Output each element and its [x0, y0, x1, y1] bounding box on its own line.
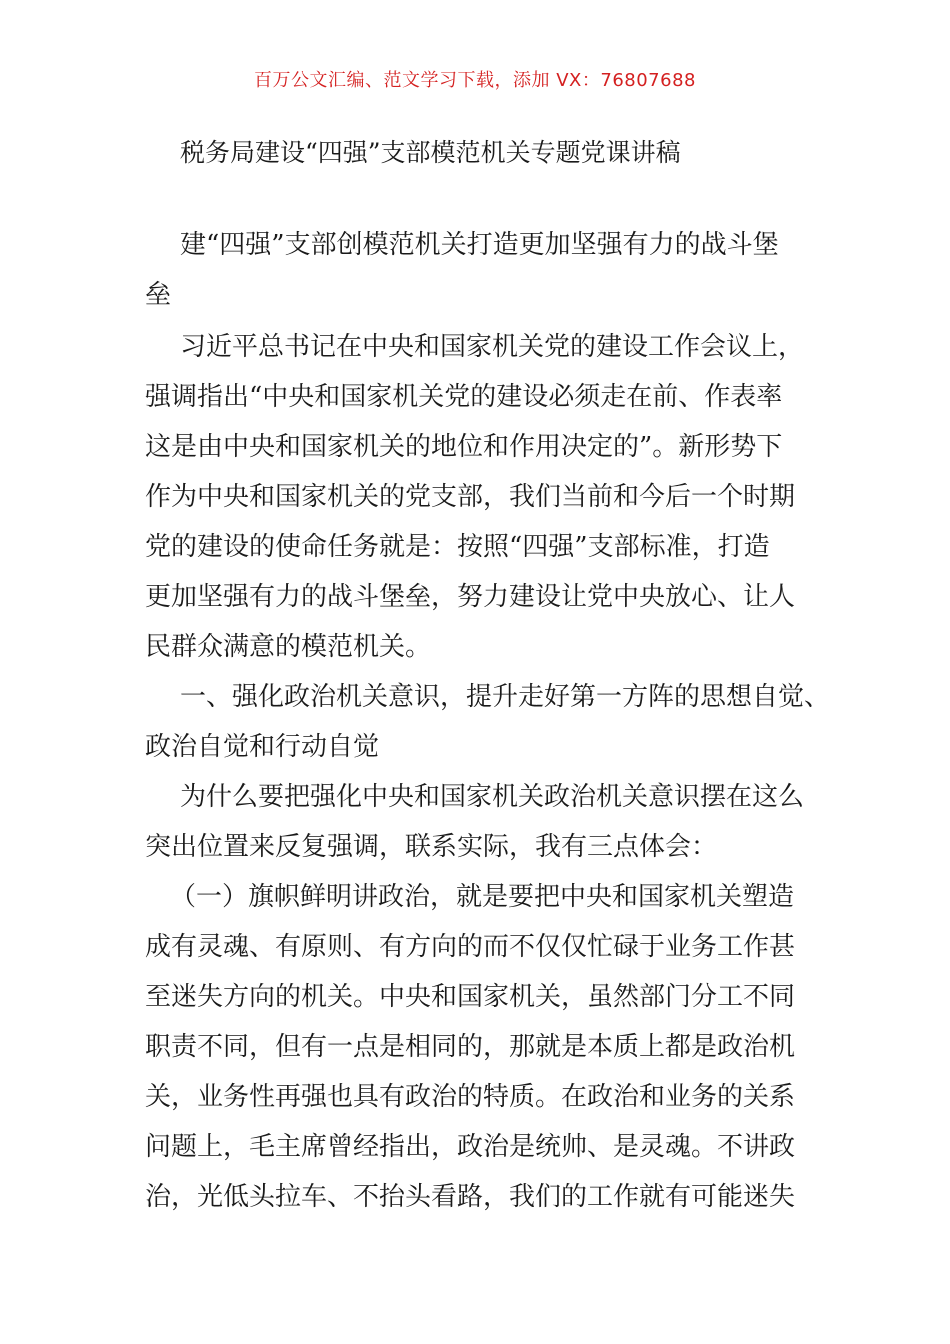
body-line: 突出位置来反复强调，联系实际，我有三点体会：: [145, 832, 718, 862]
body-line: 成有灵魂、有原则、有方向的而不仅仅忙碌于业务工作甚: [145, 932, 796, 962]
body-line: 作为中央和国家机关的党支部，我们当前和今后一个时期: [145, 482, 796, 512]
body-line: 职责不同，但有一点是相同的，那就是本质上都是政治机: [145, 1032, 796, 1062]
body-line: 更加坚强有力的战斗堡垒，努力建设让党中央放心、让人: [145, 582, 796, 612]
body-line: 垒: [145, 280, 172, 310]
header-banner: 百万公文汇编、范文学习下载，添加 VX：76807688: [254, 70, 696, 91]
body-line: （一）旗帜鲜明讲政治，就是要把中央和国家机关塑造: [170, 882, 795, 912]
section-heading: 一、强化政治机关意识，提升走好第一方阵的思想自觉、: [180, 682, 831, 712]
section-heading: 政治自觉和行动自觉: [145, 732, 380, 762]
body-line: 问题上，毛主席曾经指出，政治是统帅、是灵魂。不讲政: [145, 1132, 796, 1162]
body-line: 至迷失方向的机关。中央和国家机关，虽然部门分工不同: [145, 982, 796, 1012]
body-line: 这是由中央和国家机关的地位和作用决定的”。新形势下: [145, 432, 783, 462]
body-line: 习近平总书记在中央和国家机关党的建设工作会议上，: [180, 332, 805, 362]
body-line: 党的建设的使命任务就是：按照“四强”支部标准，打造: [145, 532, 770, 562]
body-line: 建“四强”支部创模范机关打造更加坚强有力的战斗堡: [180, 230, 779, 260]
body-line: 强调指出“中央和国家机关党的建设必须走在前、作表率: [145, 382, 783, 412]
body-line: 为什么要把强化中央和国家机关政治机关意识摆在这么: [180, 782, 805, 812]
body-line: 关，业务性再强也具有政治的特质。在政治和业务的关系: [145, 1082, 796, 1112]
body-line: 治，光低头拉车、不抬头看路，我们的工作就有可能迷失: [145, 1182, 796, 1212]
body-line: 民群众满意的模范机关。: [145, 632, 432, 662]
document-title: 税务局建设“四强”支部模范机关专题党课讲稿: [180, 138, 681, 167]
